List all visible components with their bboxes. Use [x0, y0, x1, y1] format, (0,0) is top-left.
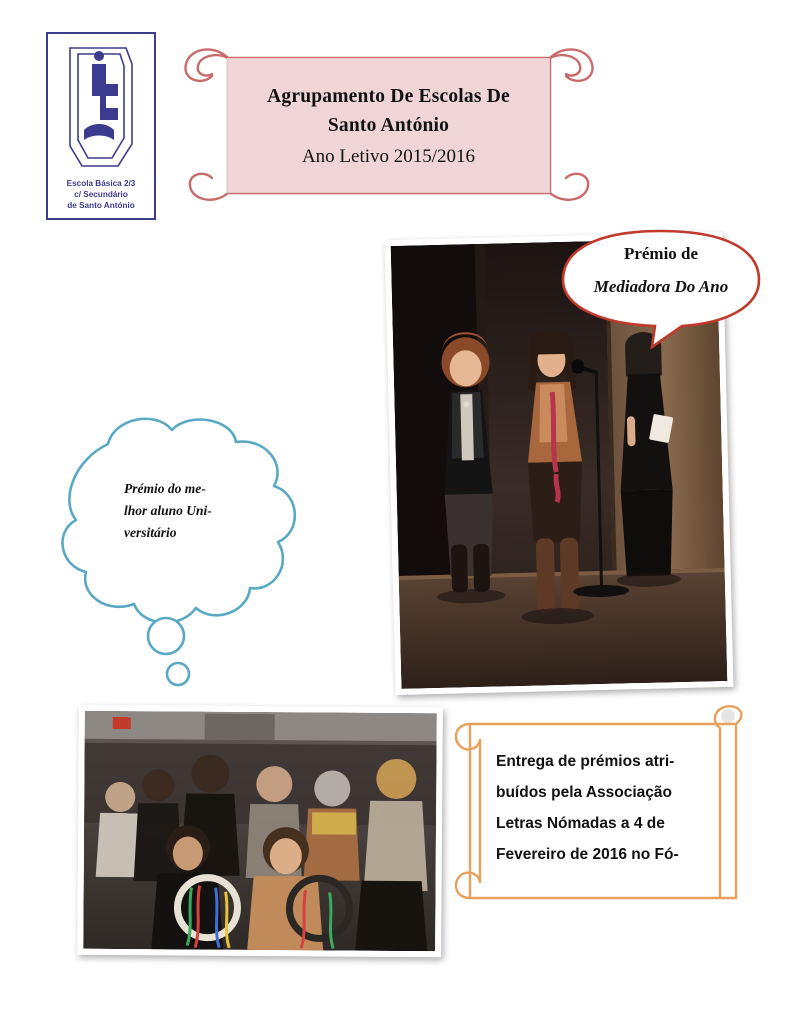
caption-line-2: buídos pela Associação — [496, 784, 673, 801]
logo-line1: Escola Básica 2/3 — [66, 179, 136, 188]
school-logo-graphic — [48, 34, 154, 218]
caption-scroll-text — [496, 746, 734, 870]
header-banner — [176, 40, 601, 215]
bubble-premio-mediadora-text — [572, 244, 750, 300]
bubble-premio-mediadora — [556, 228, 766, 350]
bubble-premio-universitario — [38, 398, 318, 718]
logo-line3: de Santo António — [67, 201, 135, 210]
thought-cloud-shape — [38, 398, 318, 718]
cloud-line-1: Prémio do me- — [124, 481, 206, 496]
cloud-line-2: lhor aluno Uni- — [124, 502, 212, 518]
banner-text-box — [227, 58, 550, 193]
caption-line-4: Fevereiro de 2016 no Fó- — [496, 846, 679, 863]
page-subtitle: Ano Letivo 2015/2016 — [301, 145, 476, 167]
logo-line2: c/ Secundário — [74, 190, 128, 199]
caption-line-3: Letras Nómadas a 4 de — [496, 815, 665, 832]
bubble-premio-universitario-text — [124, 478, 249, 544]
bubble-line-2: Mediadora Do Ano — [593, 277, 729, 296]
photo-group-image — [83, 711, 437, 951]
cloud-line-3: versitário — [124, 524, 177, 540]
group-scene — [83, 711, 437, 951]
caption-scroll — [448, 702, 758, 927]
school-logo — [46, 32, 156, 220]
photo-group — [77, 705, 443, 958]
page-title: Agrupamento De Escolas De Santo António — [267, 86, 510, 136]
caption-line-1: Entrega de prémios atri- — [496, 753, 675, 770]
bubble-line-1: Prémio de — [623, 244, 699, 263]
